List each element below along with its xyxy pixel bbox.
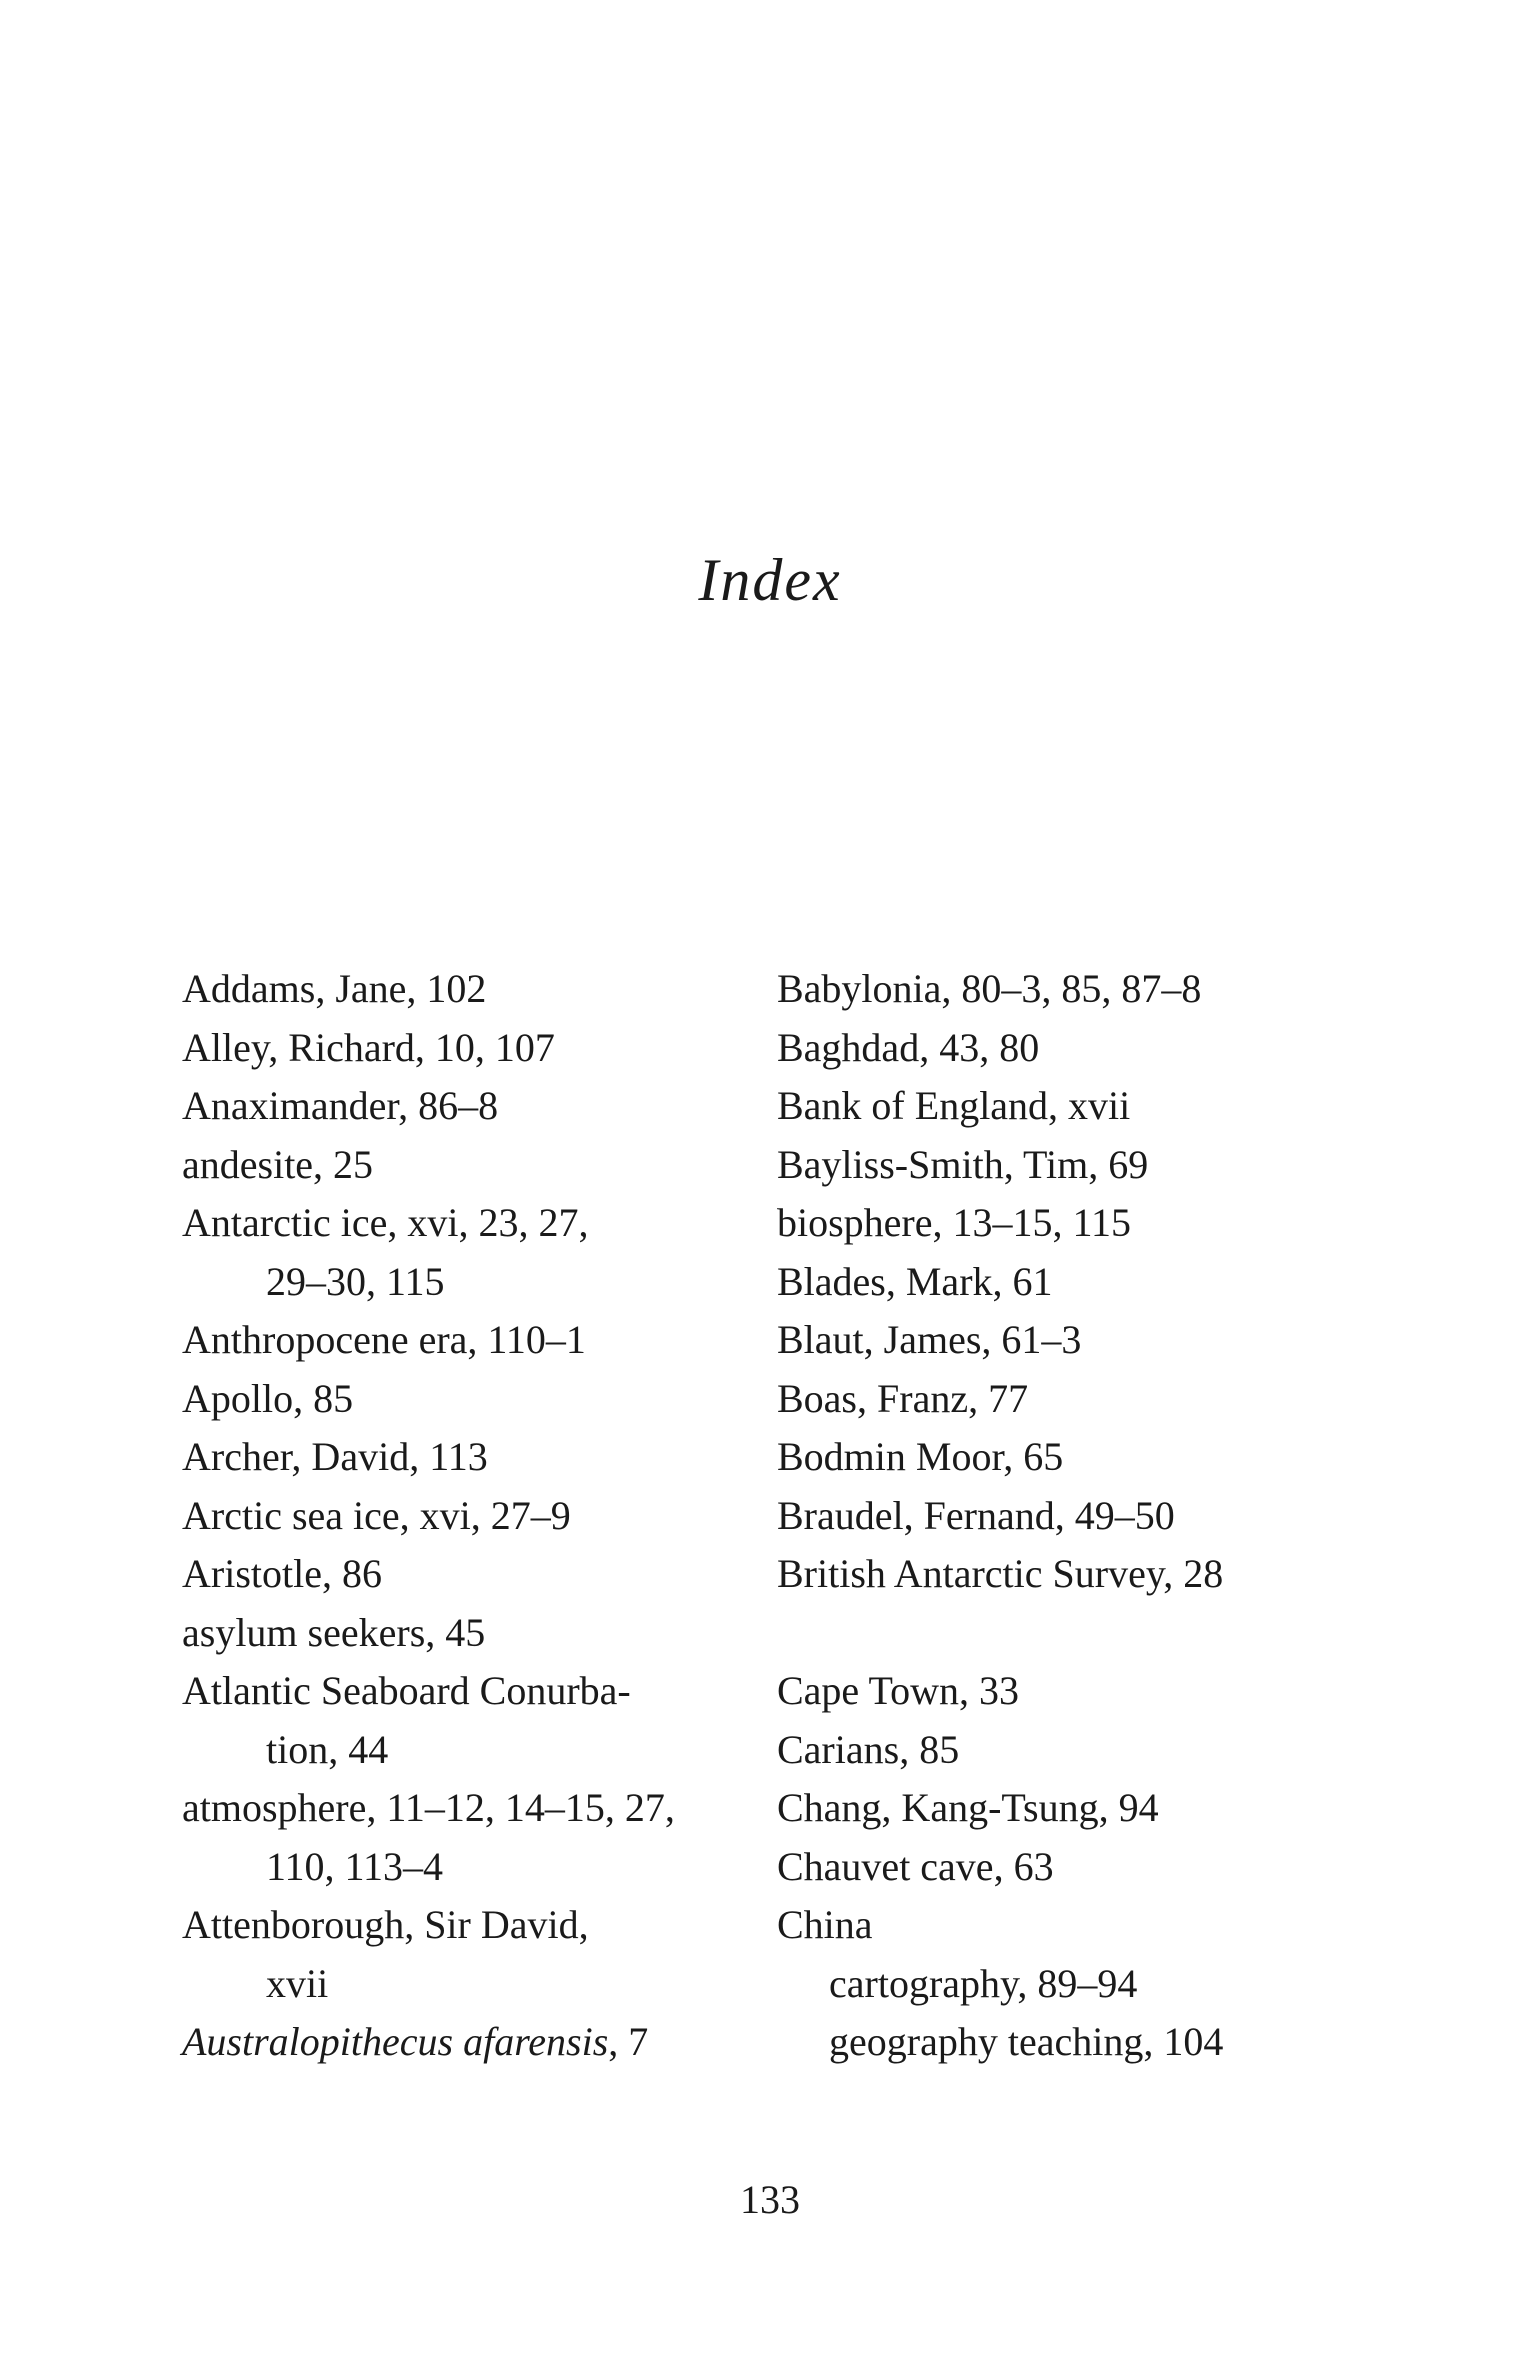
index-entry-continuation: 29–30, 115 — [266, 1258, 445, 1304]
index-entry: Bank of England, xvii — [777, 1083, 1131, 1128]
index-entry: Anthropocene era, 110–1 — [182, 1317, 586, 1362]
index-entry: andesite, 25 — [182, 1141, 374, 1187]
index-entry: Attenborough, Sir David, — [182, 1902, 589, 1947]
index-entry-italic-term: Australopithecus afarensis — [182, 2019, 609, 2064]
index-entry: Bodmin Moor, 65 — [777, 1434, 1064, 1479]
index-entry-italic — [182, 2013, 742, 2072]
index-entry: Babylonia, 80–3, 85, 87–8 — [777, 966, 1202, 1011]
index-entry: asylum seekers, 45 — [182, 1609, 486, 1655]
index-entry: Chauvet cave, 63 — [777, 1843, 1054, 1889]
index-entry: Boas, Franz, 77 — [777, 1375, 1029, 1421]
index-entry: Carians, 85 — [777, 1726, 960, 1772]
index-entry: Cape Town, 33 — [777, 1668, 1019, 1713]
index-entry: Atlantic Seaboard Conurba- — [182, 1668, 631, 1713]
index-column-left — [182, 960, 742, 2072]
page-title: Index — [698, 547, 842, 613]
index-entry-continuation: xvii — [266, 1960, 329, 2006]
index-entry-continuation: tion, 44 — [266, 1726, 389, 1772]
index-entry: British Antarctic Survey, 28 — [777, 1551, 1224, 1596]
index-entry: Addams, Jane, 102 — [182, 966, 487, 1011]
index-entry-continuation: 110, 113–4 — [266, 1843, 444, 1889]
index-entry: Alley, Richard, 10, 107 — [182, 1024, 555, 1070]
index-entry: atmosphere, 11–12, 14–15, 27, — [182, 1785, 675, 1830]
index-entry: Apollo, 85 — [182, 1375, 354, 1421]
index-entry: Anaximander, 86–8 — [182, 1083, 499, 1128]
letter-group-gap — [777, 1604, 1397, 1663]
index-entry: biosphere, 13–15, 115 — [777, 1200, 1132, 1245]
index-subentry: geography teaching, 104 — [829, 2019, 1224, 2064]
index-entry: Bayliss-Smith, Tim, 69 — [777, 1141, 1149, 1187]
index-subentry: cartography, 89–94 — [829, 1960, 1138, 2006]
index-entry: Archer, David, 113 — [182, 1434, 488, 1479]
index-entry: China — [777, 1902, 873, 1947]
index-entry: Antarctic ice, xvi, 23, 27, — [182, 1200, 589, 1245]
index-entry: Braudel, Fernand, 49–50 — [777, 1492, 1175, 1538]
index-entry-pages: , 7 — [608, 2019, 649, 2064]
index-entry: Chang, Kang-Tsung, 94 — [777, 1785, 1159, 1830]
index-column-right — [777, 960, 1397, 2072]
index-entry: Arctic sea ice, xvi, 27–9 — [182, 1492, 571, 1538]
index-entry: Aristotle, 86 — [182, 1551, 382, 1596]
index-entry: Blades, Mark, 61 — [777, 1258, 1053, 1304]
page-number: 133 — [740, 2177, 800, 2222]
index-entry: Baghdad, 43, 80 — [777, 1024, 1040, 1070]
index-entry: Blaut, James, 61–3 — [777, 1317, 1082, 1362]
